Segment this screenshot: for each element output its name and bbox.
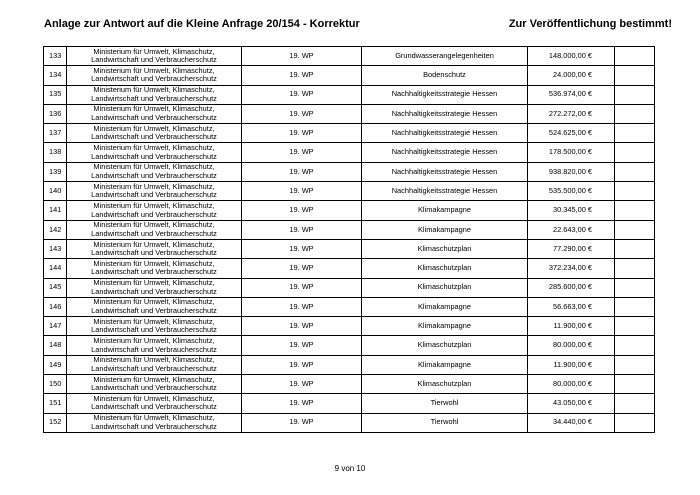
ministry-line: Landwirtschaft und Verbraucherschutz [91, 286, 217, 296]
topic-cell: Nachhaltigkeitsstrategie Hessen [362, 162, 528, 181]
legislative-period-cell: 19. WP [242, 355, 362, 374]
topic-cell: Nachhaltigkeitsstrategie Hessen [362, 143, 528, 162]
table-row [44, 220, 655, 239]
ministry-line: Ministerium für Umwelt, Klimaschutz, [93, 46, 215, 56]
legislative-period-cell: 19. WP [242, 85, 362, 104]
topic-cell: Klimaschutzplan [362, 375, 528, 394]
topic-cell: Klimaschutzplan [362, 336, 528, 355]
row-number: 142 [44, 220, 67, 239]
ministry-line: Ministerium für Umwelt, Klimaschutz, [93, 278, 215, 288]
legislative-period-cell: 19. WP [242, 259, 362, 278]
ministry-line: Ministerium für Umwelt, Klimaschutz, [93, 393, 215, 403]
ministry-line: Landwirtschaft und Verbraucherschutz [91, 267, 217, 277]
row-number: 146 [44, 297, 67, 316]
note-cell [615, 413, 655, 432]
ministry-line: Ministerium für Umwelt, Klimaschutz, [93, 162, 215, 172]
ministry-line: Landwirtschaft und Verbraucherschutz [91, 248, 217, 258]
topic-cell: Klimakampagne [362, 201, 528, 220]
amount-cell: 536.974,00 € [528, 85, 615, 104]
ministry-cell [67, 355, 242, 374]
amount-cell: 80.000,00 € [528, 336, 615, 355]
note-cell [615, 375, 655, 394]
note-cell [615, 355, 655, 374]
legislative-period-cell: 19. WP [242, 220, 362, 239]
ministry-line: Ministerium für Umwelt, Klimaschutz, [93, 297, 215, 307]
topic-cell: Nachhaltigkeitsstrategie Hessen [362, 85, 528, 104]
amount-cell: 372.234,00 € [528, 259, 615, 278]
ministry-line: Landwirtschaft und Verbraucherschutz [91, 113, 217, 123]
ministry-line: Ministerium für Umwelt, Klimaschutz, [93, 336, 215, 345]
amount-cell: 535.500,00 € [528, 182, 615, 201]
table-row [44, 162, 655, 181]
table-row [44, 394, 655, 413]
ministry-cell [67, 259, 242, 278]
note-cell [615, 220, 655, 239]
note-cell [615, 201, 655, 220]
ministry-line: Landwirtschaft und Verbraucherschutz [91, 344, 217, 354]
table-row [44, 104, 655, 123]
table-row [44, 297, 655, 316]
ministry-line: Landwirtschaft und Verbraucherschutz [91, 132, 217, 142]
note-cell [615, 85, 655, 104]
ministry-line: Landwirtschaft und Verbraucherschutz [91, 190, 217, 200]
ministry-line: Landwirtschaft und Verbraucherschutz [91, 228, 217, 238]
legislative-period-cell: 19. WP [242, 143, 362, 162]
note-cell [615, 259, 655, 278]
legislative-period-cell: 19. WP [242, 66, 362, 85]
topic-cell: Klimakampagne [362, 297, 528, 316]
legislative-period-cell: 19. WP [242, 239, 362, 258]
legislative-period-cell: 19. WP [242, 201, 362, 220]
ministry-line: Landwirtschaft und Verbraucherschutz [91, 170, 217, 180]
amount-cell: 285.600,00 € [528, 278, 615, 297]
row-number: 135 [44, 85, 67, 104]
document-title: Anlage zur Antwort auf die Kleine Anfrage 20/154 - Korrektur [44, 18, 360, 30]
ministry-line: Landwirtschaft und Verbraucherschutz [91, 93, 217, 103]
page-number: 9 von 10 [334, 464, 366, 473]
row-number: 150 [44, 375, 67, 394]
ministry-line: Ministerium für Umwelt, Klimaschutz, [93, 316, 215, 326]
legislative-period-cell: 19. WP [242, 162, 362, 181]
note-cell [615, 336, 655, 355]
row-number: 139 [44, 162, 67, 181]
note-cell [615, 239, 655, 258]
row-number: 144 [44, 259, 67, 278]
ministry-cell [67, 297, 242, 316]
note-cell [615, 104, 655, 123]
note-cell [615, 47, 655, 66]
ministry-cell [67, 239, 242, 258]
legislative-period-cell: 19. WP [242, 278, 362, 297]
ministry-cell [67, 413, 242, 432]
topic-cell: Klimaschutzplan [362, 278, 528, 297]
ministry-line: Landwirtschaft und Verbraucherschutz [91, 151, 217, 161]
topic-cell: Klimaschutzplan [362, 239, 528, 258]
ministry-line: Landwirtschaft und Verbraucherschutz [91, 421, 217, 431]
row-number: 148 [44, 336, 67, 355]
amount-cell: 11.900,00 € [528, 317, 615, 336]
ministry-cell [67, 104, 242, 123]
row-number: 152 [44, 413, 67, 432]
topic-cell: Nachhaltigkeitsstrategie Hessen [362, 182, 528, 201]
table-row [44, 182, 655, 201]
publication-notice: Zur Veröffentlichung bestimmt! [508, 18, 672, 30]
table-row [44, 278, 655, 297]
amount-cell: 43.050,00 € [528, 394, 615, 413]
table-row [44, 143, 655, 162]
row-number: 143 [44, 239, 67, 258]
amount-cell: 11.900,00 € [528, 355, 615, 374]
amount-cell: 30.345,00 € [528, 201, 615, 220]
ministry-cell [67, 375, 242, 394]
ministry-cell [67, 317, 242, 336]
amount-cell: 80.000,00 € [528, 375, 615, 394]
table-row [44, 66, 655, 85]
note-cell [615, 278, 655, 297]
amount-cell: 24.000,00 € [528, 66, 615, 85]
ministry-line: Ministerium für Umwelt, Klimaschutz, [93, 355, 215, 365]
row-number: 138 [44, 143, 67, 162]
ministry-line: Landwirtschaft und Verbraucherschutz [91, 383, 217, 393]
data-table [43, 46, 655, 433]
topic-cell: Nachhaltigkeitsstrategie Hessen [362, 104, 528, 123]
amount-cell: 524.625,00 € [528, 124, 615, 143]
amount-cell: 22.643,00 € [528, 220, 615, 239]
ministry-line: Ministerium für Umwelt, Klimaschutz, [93, 104, 215, 114]
ministry-line: Landwirtschaft und Verbraucherschutz [91, 363, 217, 373]
ministry-line: Ministerium für Umwelt, Klimaschutz, [93, 123, 215, 133]
legislative-period-cell: 19. WP [242, 104, 362, 123]
amount-cell: 148.000,00 € [528, 47, 615, 66]
topic-cell: Klimakampagne [362, 355, 528, 374]
note-cell [615, 124, 655, 143]
amount-cell: 34.440,00 € [528, 413, 615, 432]
ministry-line: Ministerium für Umwelt, Klimaschutz, [93, 413, 215, 423]
ministry-line: Ministerium für Umwelt, Klimaschutz, [93, 181, 215, 191]
ministry-cell [67, 336, 242, 355]
row-number: 147 [44, 317, 67, 336]
ministry-line: Ministerium für Umwelt, Klimaschutz, [93, 258, 215, 268]
note-cell [615, 162, 655, 181]
amount-cell: 56.663,00 € [528, 297, 615, 316]
legislative-period-cell: 19. WP [242, 297, 362, 316]
ministry-line: Landwirtschaft und Verbraucherschutz [91, 325, 217, 335]
ministry-line: Ministerium für Umwelt, Klimaschutz, [93, 220, 215, 230]
row-number: 141 [44, 201, 67, 220]
ministry-line: Ministerium für Umwelt, Klimaschutz, [93, 143, 215, 153]
note-cell [615, 66, 655, 85]
ministry-line: Ministerium für Umwelt, Klimaschutz, [93, 374, 215, 384]
row-number: 134 [44, 66, 67, 85]
ministry-line: Ministerium für Umwelt, Klimaschutz, [93, 200, 215, 210]
legislative-period-cell: 19. WP [242, 124, 362, 143]
legislative-period-cell: 19. WP [242, 375, 362, 394]
table-row [44, 239, 655, 258]
row-number: 149 [44, 355, 67, 374]
table-row [44, 355, 655, 374]
table-row [44, 201, 655, 220]
ministry-cell [67, 47, 242, 66]
ministry-cell [67, 201, 242, 220]
topic-cell: Bodenschutz [362, 66, 528, 85]
legislative-period-cell: 19. WP [242, 47, 362, 66]
legislative-period-cell: 19. WP [242, 317, 362, 336]
topic-cell: Nachhaltigkeitsstrategie Hessen [362, 124, 528, 143]
ministry-line: Landwirtschaft und Verbraucherschutz [91, 209, 217, 219]
ministry-cell [67, 143, 242, 162]
amount-cell: 77.290,00 € [528, 239, 615, 258]
legislative-period-cell: 19. WP [242, 394, 362, 413]
table-row [44, 375, 655, 394]
amount-cell: 938.820,00 € [528, 162, 615, 181]
topic-cell: Tierwohl [362, 394, 528, 413]
note-cell [615, 317, 655, 336]
row-number: 133 [44, 47, 67, 66]
topic-cell: Klimakampagne [362, 220, 528, 239]
row-number: 137 [44, 124, 67, 143]
topic-cell: Klimakampagne [362, 317, 528, 336]
amount-cell: 272.272,00 € [528, 104, 615, 123]
ministry-line: Landwirtschaft und Verbraucherschutz [91, 402, 217, 412]
ministry-line: Landwirtschaft und Verbraucherschutz [91, 74, 217, 84]
ministry-line: Ministerium für Umwelt, Klimaschutz, [93, 65, 215, 75]
legislative-period-cell: 19. WP [242, 336, 362, 355]
ministry-line: Landwirtschaft und Verbraucherschutz [91, 55, 217, 65]
legislative-period-cell: 19. WP [242, 413, 362, 432]
topic-cell: Tierwohl [362, 413, 528, 432]
note-cell [615, 182, 655, 201]
ministry-cell [67, 162, 242, 181]
ministry-line: Landwirtschaft und Verbraucherschutz [91, 306, 217, 315]
ministry-cell [67, 124, 242, 143]
ministry-cell [67, 182, 242, 201]
table-row [44, 336, 655, 355]
ministry-line: Ministerium für Umwelt, Klimaschutz, [93, 239, 215, 249]
ministry-cell [67, 278, 242, 297]
note-cell [615, 143, 655, 162]
topic-cell: Grundwasserangelegenheiten [362, 47, 528, 66]
table-row [44, 85, 655, 104]
note-cell [615, 394, 655, 413]
ministry-cell [67, 394, 242, 413]
legislative-period-cell: 19. WP [242, 182, 362, 201]
ministry-line: Ministerium für Umwelt, Klimaschutz, [93, 85, 215, 95]
row-number: 145 [44, 278, 67, 297]
amount-cell: 178.500,00 € [528, 143, 615, 162]
note-cell [615, 297, 655, 316]
ministry-cell [67, 220, 242, 239]
row-number: 136 [44, 104, 67, 123]
row-number: 151 [44, 394, 67, 413]
table-row [44, 47, 655, 66]
row-number: 140 [44, 182, 67, 201]
ministry-cell [67, 85, 242, 104]
ministry-cell [67, 66, 242, 85]
topic-cell: Klimaschutzplan [362, 259, 528, 278]
table-row [44, 259, 655, 278]
table-row [44, 124, 655, 143]
table-row [44, 413, 655, 432]
table-row [44, 317, 655, 336]
table-body [44, 47, 655, 433]
